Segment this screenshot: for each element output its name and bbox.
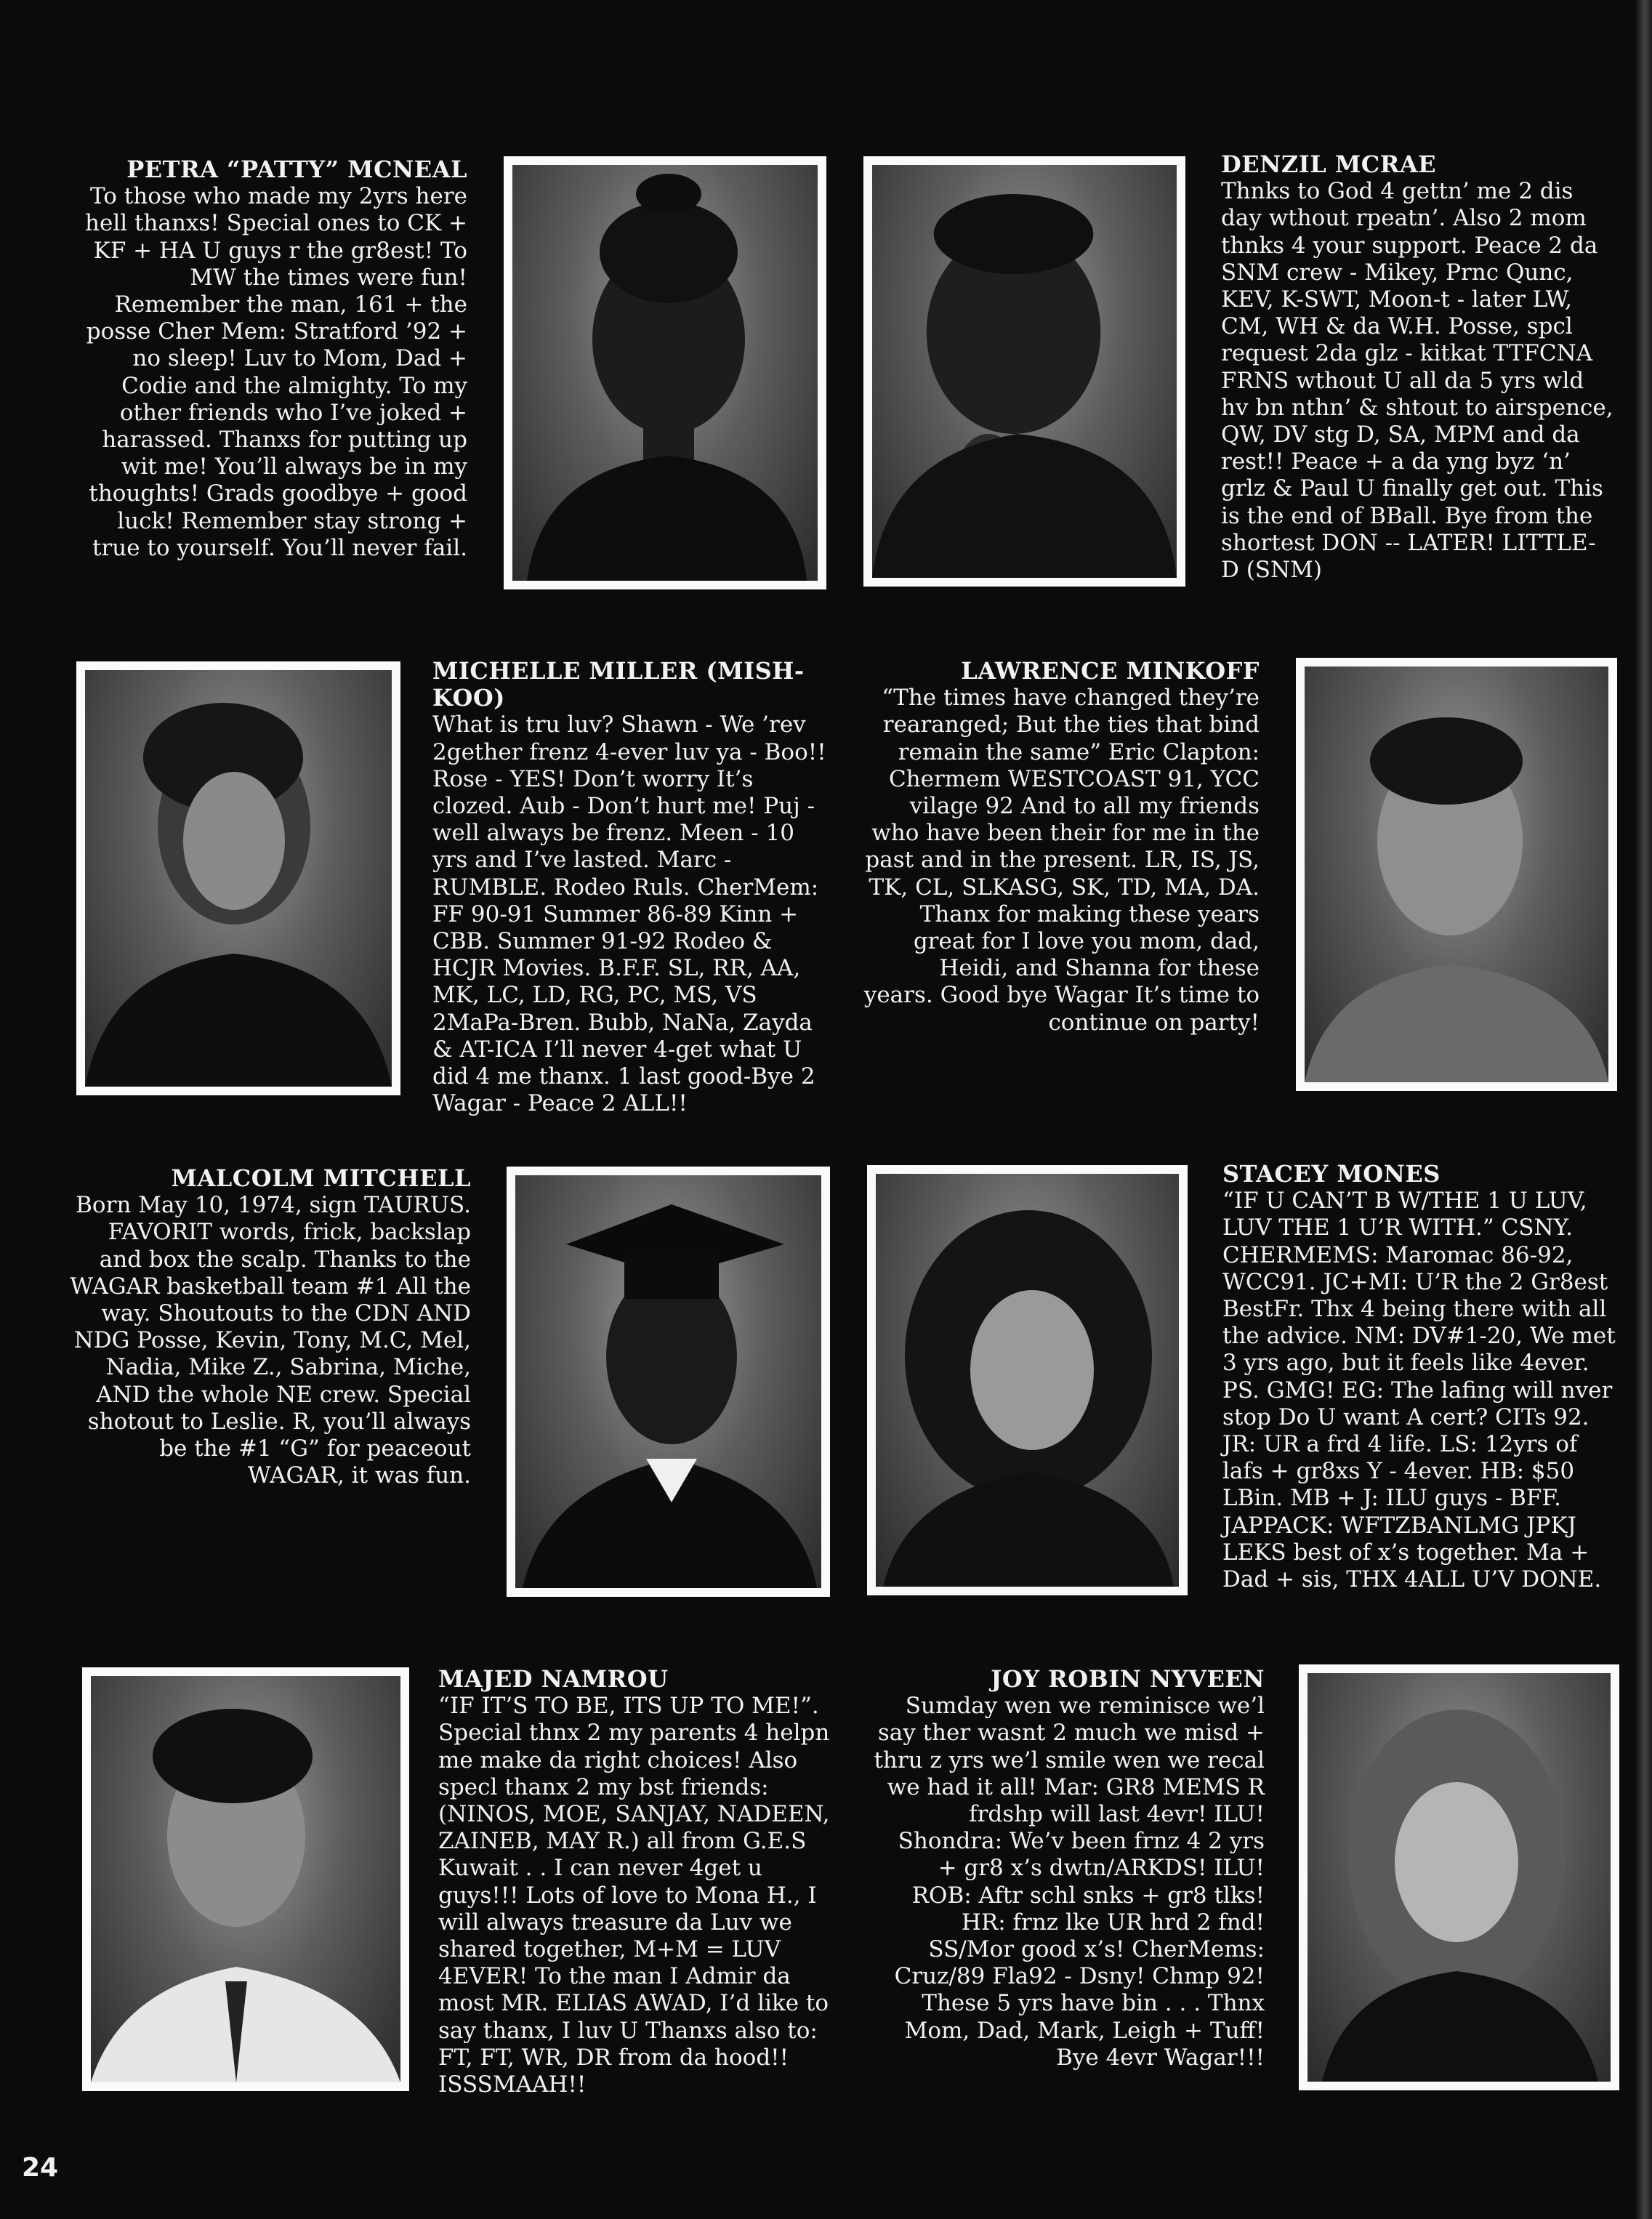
portrait-silhouette bbox=[872, 165, 1177, 578]
senior-message: “IF U CAN’T B W/THE 1 U LUV, LUV THE 1 U’R WITH.” CSNY. CHERMEMS: Maromac 86-92, WCC91. JC+MI: U’R the 2 Gr8est BestFr. Thx 4 being there with all the advice. NM: DV#1-20, We met 3 yrs ago, but it feels like 4ever. PS. GMG! EG: The lafing will nver stop Do U want A cert? CITs 92. JR: UR a frd 4 life. LS: 12yrs of lafs + gr8xs Y - 4ever. HB: $50 LBin. MB + J: ILU guys - BFF. JAPPACK: WFTZBANLMG JPKJ LEKS best of x’s together. Ma + Dad + sis, THX 4ALL U’V DONE. bbox=[1222, 1188, 1616, 1593]
senior-name: STACEY MONES bbox=[1222, 1160, 1441, 1188]
senior-photo-petra-mcneal bbox=[504, 156, 826, 589]
senior-entry-petra-mcneal bbox=[69, 156, 467, 562]
senior-photo-lawrence-minkoff bbox=[1296, 658, 1617, 1091]
page-number: 24 bbox=[22, 2153, 59, 2183]
senior-photo-majed-namrou bbox=[82, 1667, 409, 2091]
portrait-silhouette bbox=[91, 1676, 400, 2082]
senior-photo-joy-robin-nyveen bbox=[1299, 1664, 1619, 2090]
senior-name: JOY ROBIN NYVEEN bbox=[991, 1665, 1265, 1693]
senior-photo-denzil-mcrae bbox=[863, 156, 1185, 587]
senior-entry-lawrence-minkoff bbox=[863, 658, 1260, 1036]
senior-name: DENZIL MCRAE bbox=[1221, 150, 1437, 178]
senior-entry-majed-namrou bbox=[438, 1666, 834, 2098]
portrait-silhouette bbox=[515, 1175, 821, 1588]
senior-entry-denzil-mcrae bbox=[1221, 151, 1613, 584]
senior-message: Sumday wen we reminisce we’l say ther wasnt 2 much we misd + thru z yrs we’l smile wen we recal we had it all! Mar: GR8 MEMS R frdshp will last 4evr! ILU! Shondra: We’v been frnz 4 2 yrs + gr8 x’s dwtn/ARKDS! ILU! ROB: Aftr schl snks + gr8 tlks! HR: frnz lke UR hrd 2 fnd! SS/Mor good x’s! CherMems: Cruz/89 Fla92 - Dsny! Chmp 92! These 5 yrs have bin . . . Thnx Mom, Dad, Mark, Leigh + Tuff! Bye 4evr Wagar!!! bbox=[874, 1693, 1265, 2071]
senior-message: To those who made my 2yrs here hell thanxs! Special ones to CK + KF + HA U guys r the gr8est! To MW the times were fun! Remember the man, 161 + the posse Cher Mem: Stratford ’92 + no sleep! Luv to Mom, Dad + Codie and the almighty. To my other friends who I’ve joked + harassed. Thanxs for putting up wit me! You’ll always be in my thoughts! Grads goodbye + good luck! Remember stay strong + true to yourself. You’ll never fail. bbox=[85, 183, 467, 561]
senior-entry-joy-robin-nyveen bbox=[872, 1666, 1265, 2071]
senior-name: MAJED NAMROU bbox=[438, 1665, 669, 1693]
senior-photo-malcolm-mitchell bbox=[507, 1167, 830, 1597]
portrait-silhouette bbox=[85, 670, 392, 1087]
portrait-silhouette bbox=[1308, 1673, 1611, 2082]
senior-message: “The times have changed they’re rearanged; But the ties that bind remain the same” Eric Clapton: Chermem WESTCOAST 91, YCC vilage 92 And to all my friends who have been their for me in the past and in the present. LR, IS, JS, TK, CL, SLKASG, SK, TD, MA, DA. Thanx for making these years great for I love you mom, dad, Heidi, and Shanna for these years. Good bye Wagar It’s time to continue on party! bbox=[863, 685, 1260, 1036]
binding-edge bbox=[1636, 0, 1652, 2219]
senior-entry-stacey-mones bbox=[1222, 1161, 1619, 1593]
senior-name: LAWRENCE MINKOFF bbox=[961, 657, 1260, 685]
senior-entry-malcolm-mitchell bbox=[69, 1165, 471, 1489]
senior-photo-stacey-mones bbox=[867, 1165, 1188, 1595]
senior-photo-michelle-miller bbox=[76, 661, 400, 1095]
senior-message: What is tru luv? Shawn - We ’rev 2gether frenz 4-ever luv ya - Boo!! Rose - YES! Don’t worry It’s clozed. Aub - Don’t hurt me! Puj -well always be frenz. Meen - 10 yrs and I’ve lasted. Marc - RUMBLE. Rodeo Ruls. CherMem: FF 90-91 Summer 86-89 Kinn + CBB. Summer 91-92 Rodeo & HCJR Movies. B.F.F. SL, RR, AA, MK, LC, LD, RG, PC, MS, VS 2MaPa-Bren. Bubb, NaNa, Zayda & AT-ICA I’ll never 4-get what U did 4 me thanx. 1 last good-Bye 2 Wagar - Peace 2 ALL!! bbox=[432, 712, 826, 1117]
senior-entry-michelle-miller bbox=[432, 658, 829, 1117]
senior-name: MALCOLM MITCHELL bbox=[171, 1164, 471, 1192]
portrait-silhouette bbox=[876, 1174, 1179, 1587]
senior-message: Thnks to God 4 gettn’ me 2 dis day wthout rpeatn’. Also 2 mom thnks 4 your support. Peace 2 da SNM crew - Mikey, Prnc Qunc, KEV, K-SWT, Moon-t - later LW, CM, WH & da W.H. Posse, spcl request 2da glz - kitkat TTFCNA FRNS wthout U all da 5 yrs wld hv bn nthn’ & shtout to airspence, QW, DV stg D, SA, MPM and da rest!! Peace + a da yng byz ‘n’ grlz & Paul U finally get out. This is the end of BBall. Bye from the shortest DON -- LATER! LITTLE-D (SNM) bbox=[1221, 178, 1613, 584]
portrait-silhouette bbox=[1305, 666, 1608, 1082]
senior-message: Born May 10, 1974, sign TAURUS. FAVORIT words, frick, backslap and box the scalp. Thanks to the WAGAR basketball team #1 All the way. Shoutouts to the CDN AND NDG Posse, Kevin, Tony, M.C, Mel, Nadia, Mike Z., Sabrina, Miche, AND the whole NE crew. Special shotout to Leslie. R, you’ll always be the #1 “G” for peaceout WAGAR, it was fun. bbox=[70, 1192, 471, 1489]
senior-name: PETRA “PATTY” MCNEAL bbox=[126, 156, 467, 183]
portrait-silhouette bbox=[512, 165, 818, 581]
senior-name: MICHELLE MILLER (MISH-KOO) bbox=[432, 657, 805, 712]
senior-message: “IF IT’S TO BE, ITS UP TO ME!”. Special thnx 2 my parents 4 helpn me make da right choices! Also specl thanx 2 my bst friends: (NINOS, MOE, SANJAY, NADEEN, ZAINEB, MAY R.) all from G.E.S Kuwait . . I can never 4get u guys!!! Lots of love to Mona H., I will always treasure da Luv we shared together, M+M = LUV 4EVER! To the man I Admir da most MR. ELIAS AWAD, I’d like to say thanx, I luv U Thanxs also to: FT, FT, WR, DR from da hood!! ISSSMAAH!! bbox=[438, 1693, 830, 2098]
